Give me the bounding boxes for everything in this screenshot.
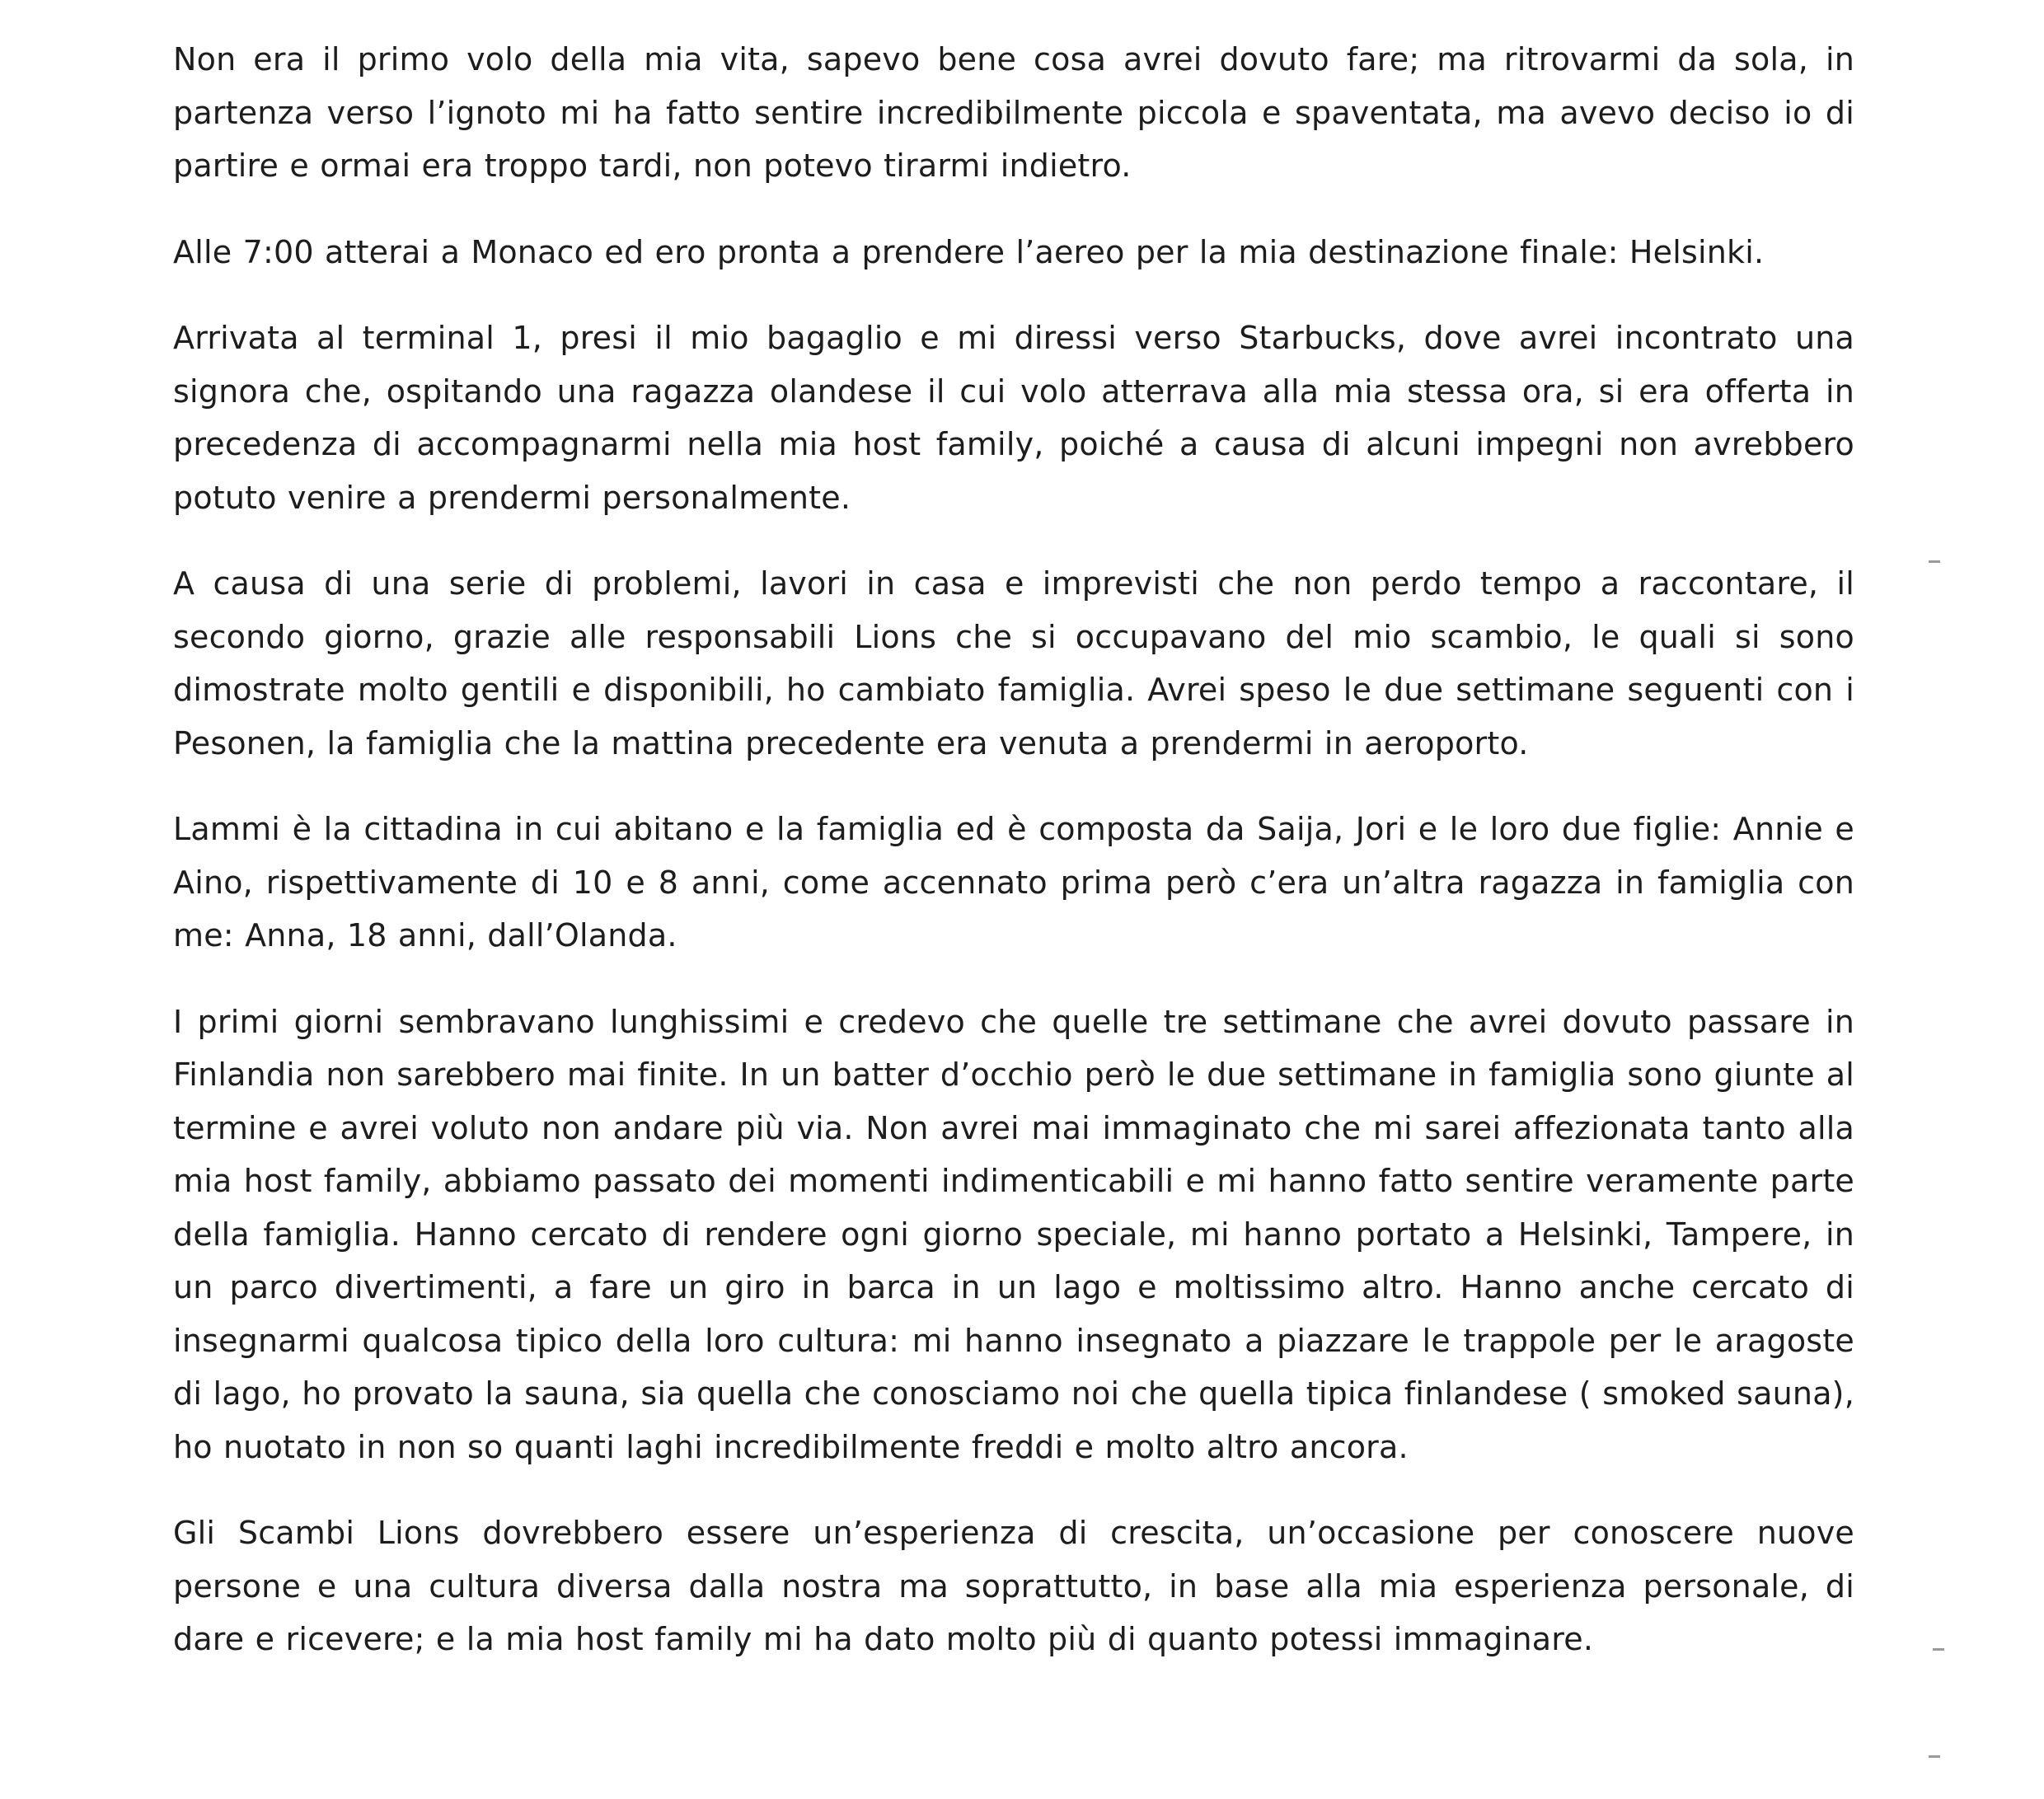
paragraph-family-change: A causa di una serie di problemi, lavori in casa e imprevisti che non perdo tempo a raccontare, il secondo giorno, grazie alle responsabili Lions che si occupavano del mio scambio, le quali si sono dimostrate molto gentili e disponibili, ho cambiato famiglia. Avrei speso le due settimane seguenti con i Pesonen, la famiglia che la mattina precedente era venuta a prendermi in aeroporto. xyxy=(173,565,1854,761)
scan-speck xyxy=(1929,1755,1940,1758)
paragraph-departure: Non era il primo volo della mia vita, sapevo bene cosa avrei dovuto fare; ma ritrovarmi da sola, in partenza verso l’ignoto mi ha fatto sentire incredibilmente piccola e spaventata, ma avevo deciso io di partire e ormai era troppo tardi, non potevo tirarmi indietro. xyxy=(173,41,1854,184)
paragraph-host-family: Lammi è la cittadina in cui abitano e la famiglia ed è composta da Saija, Jori e le loro due figlie: Annie e Aino, rispettivamente di 10 e 8 anni, come accennato prima però c’era un’altra ragazza in famiglia con me: Anna, 18 anni, dall’Olanda. xyxy=(173,811,1854,953)
paragraph-munich-landing: Alle 7:00 atterai a Monaco ed ero pronta a prendere l’aereo per la mia destinazione finale: Helsinki. xyxy=(173,233,1765,270)
paragraph-conclusion: Gli Scambi Lions dovrebbero essere un’esperienza di crescita, un’occasione per conoscere nuove persone e una cultura diversa dalla nostra ma soprattutto, in base alla mia esperienza personale, di dare e ricevere; e la mia host family mi ha dato molto più di quanto potessi immaginare. xyxy=(173,1515,1854,1657)
paragraph-terminal-arrival: Arrivata al terminal 1, presi il mio bagaglio e mi diressi verso Starbucks, dove avrei incontrato una signora che, ospitando una ragazza olandese il cui volo atterrava alla mia stessa ora, si era offerta in precedenza di accompagnarmi nella mia host family, poiché a causa di alcuni impegni non avrebbero potuto venire a prendermi personalmente. xyxy=(173,320,1854,516)
scan-speck xyxy=(1933,1648,1944,1651)
scan-speck xyxy=(1929,560,1940,563)
paragraph-experiences: I primi giorni sembravano lunghissimi e credevo che quelle tre settimane che avrei dovuto passare in Finlandia non sarebbero mai finite. In un batter d’occhio però le due settimane in famiglia sono giunte al termine e avrei voluto non andare più via. Non avrei mai immaginato che mi sarei affezionata tanto alla mia host family, abbiamo passato dei momenti indimenticabili e mi hanno fatto sentire veramente parte della famiglia. Hanno cercato di rendere ogni giorno speciale, mi hanno portato a Helsinki, Tampere, in un parco divertimenti, a fare un giro in barca in un lago e moltissimo altro. Hanno anche cercato di insegnarmi qualcosa tipico della loro cultura: mi hanno insegnato a piazzare le trappole per le aragoste di lago, ho provato la sauna, sia quella che conosciamo noi che quella tipica finlandese ( smoked sauna), ho nuotato in non so quanti laghi incredibilmente freddi e molto altro ancora. xyxy=(173,1003,1854,1465)
document-body xyxy=(173,33,1854,1699)
